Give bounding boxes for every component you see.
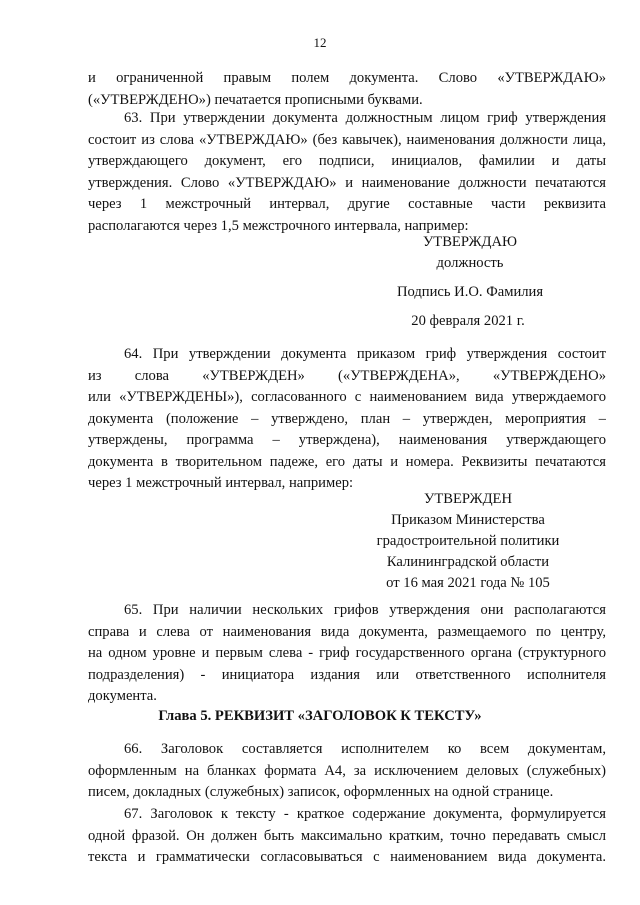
approve-position: должность — [436, 255, 504, 271]
text-line: документа. — [88, 688, 157, 704]
stamp-line: градостроительной политики — [376, 533, 560, 549]
text-line: 65. При наличии нескольких грифов утверждения они располагаются — [124, 602, 606, 618]
text-line: утверждены, программа – утверждена), наименования утверждающего — [88, 432, 606, 448]
text-line: одной фразой. Он должен быть максимально кратким, точно передавать смысл — [88, 827, 606, 844]
chapter-heading: Глава 5. РЕКВИЗИТ «ЗАГОЛОВОК К ТЕКСТУ» — [158, 708, 482, 724]
approval-stamp-official — [390, 232, 550, 274]
text-line: 63. При утверждении документа должностным лицом гриф утверждения — [124, 110, 606, 126]
text-line: текста и грамматически согласовываться с наименованием вида документа. — [88, 849, 606, 865]
text-line: состоит из слова «УТВЕРЖДАЮ» (без кавычек), наименования должности лица, — [88, 131, 606, 148]
text-line: на одном уровне и первым слева - гриф государственного органа (структурного — [88, 645, 606, 661]
text-line: писем, докладных (служебных) записок, оформленных на одной странице. — [88, 784, 554, 800]
text-line: через 1 межстрочный интервал, например: — [88, 475, 354, 491]
text-line: («УТВЕРЖДЕНО») печатается прописными буквами. — [88, 91, 423, 108]
approval-stamp-order — [360, 489, 576, 594]
text-line: располагаются через 1,5 межстрочного интервала, например: — [88, 217, 469, 234]
stamp-line: УТВЕРЖДЕН — [424, 491, 512, 507]
stamp-line: Приказом Министерства — [391, 512, 545, 528]
text-line: 64. При утверждении документа приказом гриф утверждения состоит — [124, 346, 606, 362]
text-line: утверждения. Слово «УТВЕРЖДАЮ» и наименование должности печатаются — [88, 174, 606, 191]
approve-signature: Подпись И.О. Фамилия — [396, 284, 544, 300]
page-number: 12 — [313, 35, 327, 50]
text-line: документа в творительном падеже, его даты и номера. Реквизиты печатаются — [88, 453, 606, 470]
text-line: оформленным на бланках формата А4, за исключением деловых (служебных) — [88, 762, 606, 779]
text-line: подразделения) - инициатора издания или ответственного исполнителя — [88, 666, 606, 683]
text-line: из слова «УТВЕРЖДЕН» («УТВЕРЖДЕНА», «УТВЕРЖДЕНО» — [88, 367, 606, 384]
paragraph-64 — [88, 344, 606, 495]
stamp-line: Калининградской области — [386, 554, 550, 570]
stamp-line: от 16 мая 2021 года № 105 — [386, 575, 550, 591]
text-line: и ограниченной правым полем документа. Слово «УТВЕРЖДАЮ» — [88, 70, 606, 86]
paragraph-65 — [88, 600, 606, 708]
text-line: 67. Заголовок к тексту - краткое содержание документа, формулируется — [124, 806, 606, 822]
paragraph-63 — [88, 108, 606, 237]
text-line: через 1 межстрочный интервал, другие составные части реквизита — [88, 196, 606, 212]
text-line: справа и слева от наименования вида документа, размещаемого по центру, — [88, 623, 606, 640]
approve-date: 20 февраля 2021 г. — [411, 313, 525, 329]
paragraph-66 — [88, 739, 606, 804]
paragraph-intro — [88, 68, 606, 111]
text-line: утверждающего документ, его подписи, инициалов, фамилии и даты — [88, 153, 606, 169]
text-line: 66. Заголовок составляется исполнителем ко всем документам, — [124, 741, 606, 757]
paragraph-67 — [88, 804, 606, 869]
text-line: или «УТВЕРЖДЕНЫ»), согласованного с наименованием вида утверждаемого — [88, 389, 606, 405]
approve-word: УТВЕРЖДАЮ — [422, 234, 518, 250]
text-line: документа (положение – утверждено, план – утвержден, мероприятия – — [88, 410, 606, 427]
